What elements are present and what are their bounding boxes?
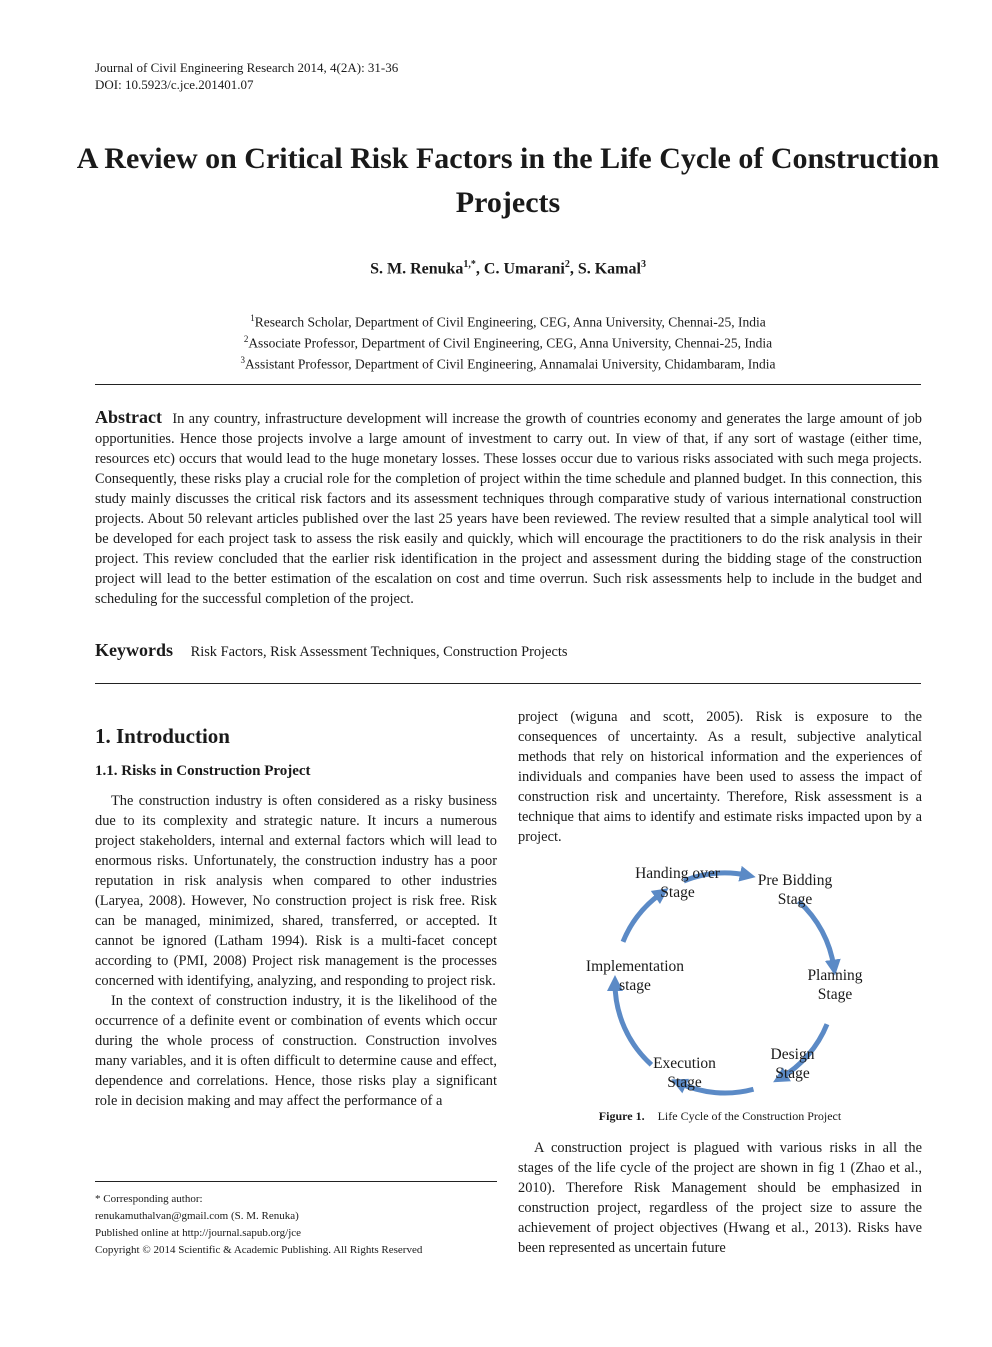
author-list: S. M. Renuka$^{1,*}$, C. Umarani$^2$, S. Kamal$^3$ bbox=[370, 259, 646, 278]
paragraph: The construction industry is often considered as a risky business due to its complexity and strategic nature. It incurs a numerous project stakeholders, internal and external factors which will lead to enormous risks. Unfortunately, the construction industry has a poor reputation in risk analysis when compared to other industries (Laryea, 2008). However, No construction project is risk free. Risk can be managed, minimized, shared, transferred, or accepted. It cannot be ignored (Latham 1994). Risk is a multi-facet concept according to (PMI, 2008) Project risk management is the processes concerned with identifying, analyzing, and responding to project risk. bbox=[95, 793, 497, 989]
figure-caption bbox=[518, 1109, 922, 1124]
author-name: S. Kamal bbox=[577, 260, 641, 278]
abstract-text: In any country, infrastructure development will increase the growth of countries economy and generates the large amount of job opportunities. Hence those projects involve a large amount of investment to carry out. In view of that, if any sort of wastage (either time, resources etc) occurs that would lead to the huge monetary losses. These losses occur due to various risks associated with such mega projects. Consequently, these risks play a crucial role for the completion of project within the time schedule and planned budget. In this connection, this study mainly discusses the critical risk factors and its assessment techniques through comparative study of various international construction projects. About 50 relevant articles published over the last 25 years have been reviewed. The review resulted that a simple analytical tool will be developed for each project task to assess the risk easily and quickly, which will encourage the practitioners to do the risk analysis in their project. This review concluded that the earlier risk identification in the project and assessment during the bidding stage of the construction project will lead to the better estimation of the escalation on cost and time overrun. Such risk assessments help to include in the budget and scheduling for the successful completion of the project. bbox=[95, 411, 922, 607]
abstract bbox=[95, 407, 922, 609]
footnote bbox=[95, 1191, 422, 1259]
keywords bbox=[95, 640, 567, 661]
caption-label: Figure 1. bbox=[598, 1109, 645, 1123]
divider bbox=[95, 683, 921, 684]
affiliation-line: $^2$Associate Professor, Department of Civil Engineering, CEG, Anna University, Chennai-25, India bbox=[243, 334, 773, 351]
caption-text: Life Cycle of the Construction Project bbox=[657, 1109, 842, 1123]
paragraph: In the context of construction industry, it is the likelihood of the occurrence of a definite event or combination of events which occur during the whole process of construction. Construction involves many variables, and it is often difficult to determine cause and effect, dependence and correlations. Hence, those risks play a significant role in decision making and may affect the performance of a bbox=[95, 993, 497, 1109]
author-sup: 1,* bbox=[463, 259, 476, 270]
paper-title: A Review on Critical Risk Factors in the Life Cycle of Construction Projects bbox=[76, 142, 940, 219]
author-sup: 3 bbox=[640, 259, 646, 270]
affiliation-line: $^1$Research Scholar, Department of Civil Engineering, CEG, Anna University, Chennai-25, India bbox=[250, 313, 766, 330]
keywords-label: Keywords bbox=[95, 640, 173, 660]
author-sup: 2 bbox=[564, 259, 570, 270]
keywords-text: Risk Factors, Risk Assessment Techniques, Construction Projects bbox=[190, 644, 568, 660]
affiliations bbox=[0, 310, 992, 373]
journal-citation: Journal of Civil Engineering Research 2014, 4(2A): 31-36 bbox=[95, 60, 399, 75]
author-name: S. M. Renuka bbox=[370, 260, 464, 278]
footnote-published: Published online at http://journal.sapub.org/jce bbox=[95, 1227, 302, 1239]
footnote-copyright: Copyright © 2014 Scientific & Academic Publishing. All Rights Reserved bbox=[95, 1244, 423, 1256]
stage-label: Planning Stage bbox=[807, 967, 863, 1003]
journal-header bbox=[95, 59, 398, 93]
life-cycle-figure bbox=[560, 855, 890, 1105]
divider bbox=[95, 384, 921, 385]
right-column-top bbox=[518, 707, 922, 847]
cycle-arrow-2 bbox=[799, 901, 834, 967]
section-heading: 1. Introduction bbox=[95, 724, 230, 748]
subsection-heading: 1.1. Risks in Construction Project bbox=[95, 763, 311, 779]
paragraph: project (wiguna and scott, 2005). Risk is exposure to the consequences of uncertainty. As a result, subjective analytical methods that rely on historical information and the experiences of individuals and companies have been used to assess the impact of construction risk and uncertainty. Therefore, Risk assessment is a technique that aims to identify and estimate risks impacted upon by a project. bbox=[518, 709, 922, 845]
footnote-corresponding: * Corresponding author: bbox=[95, 1193, 203, 1205]
author-name: C. Umarani bbox=[483, 260, 565, 278]
affiliation-line: $^3$Assistant Professor, Department of Civil Engineering, Annamalai University, Chidambaram, India bbox=[240, 355, 776, 372]
doi: DOI: 10.5923/c.jce.201401.07 bbox=[95, 77, 254, 92]
left-column bbox=[95, 791, 497, 1111]
footnote-email: renukamuthalvan@gmail.com (S. M. Renuka) bbox=[95, 1210, 299, 1222]
paragraph: A construction project is plagued with various risks in all the stages of the life cycle of the project are shown in fig 1 (Zhao et al., 2010). Therefore Risk Management should be emphasized in construction project, regardless of the project size to assure the achievement of project objectives (Hwang et al., 2013). Risks have been represented as uncertain future bbox=[518, 1140, 922, 1256]
footnote-divider bbox=[95, 1181, 497, 1182]
stage-label: Handing over Stage bbox=[635, 865, 720, 901]
abstract-label: Abstract bbox=[95, 407, 162, 427]
stage-label: Implementation stage bbox=[585, 958, 685, 994]
stage-label: Execution Stage bbox=[653, 1055, 716, 1091]
stage-label: Pre Bidding Stage bbox=[757, 872, 833, 908]
cycle-arrow-5 bbox=[615, 983, 651, 1065]
right-column-bottom bbox=[518, 1138, 922, 1258]
stage-label: Design Stage bbox=[770, 1046, 815, 1082]
